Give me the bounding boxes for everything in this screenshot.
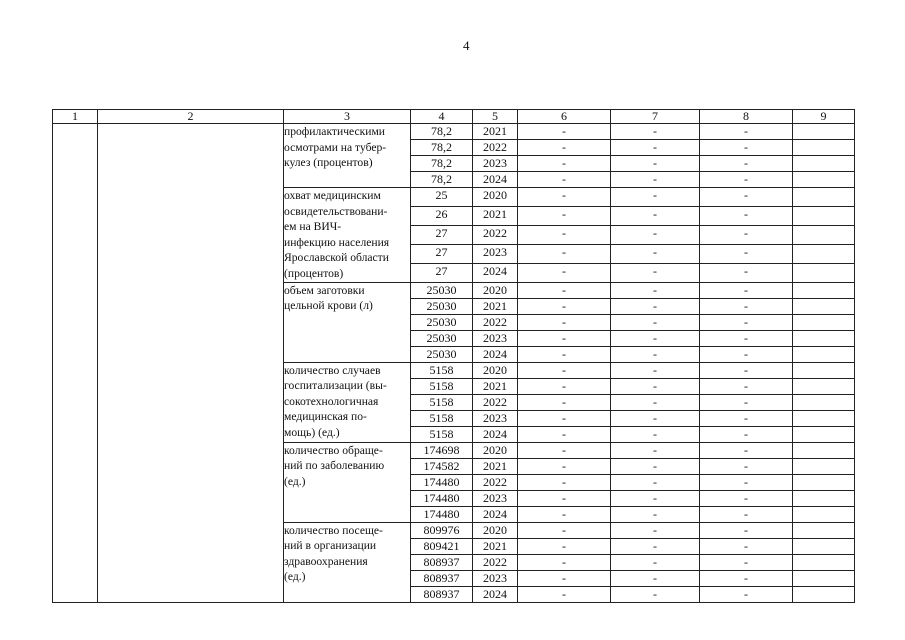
col9-cell <box>793 538 855 554</box>
col7-cell: - <box>611 263 700 282</box>
value-cell: 174698 <box>411 442 473 458</box>
year-cell: 2020 <box>473 188 518 207</box>
col6-cell: - <box>518 426 611 442</box>
value-cell: 174480 <box>411 474 473 490</box>
indicator-cell <box>284 522 411 602</box>
col8-cell: - <box>700 586 793 602</box>
col7-cell: - <box>611 570 700 586</box>
col9-cell <box>793 458 855 474</box>
col8-cell: - <box>700 225 793 244</box>
value-cell: 5158 <box>411 426 473 442</box>
col9-cell <box>793 570 855 586</box>
value-cell: 27 <box>411 225 473 244</box>
col8-cell: - <box>700 330 793 346</box>
value-cell: 27 <box>411 244 473 263</box>
indicator-line: охват медицинским <box>284 189 381 202</box>
value-cell: 78,2 <box>411 124 473 140</box>
col6-cell: - <box>518 244 611 263</box>
year-cell: 2022 <box>473 554 518 570</box>
col6-cell: - <box>518 124 611 140</box>
col7-cell: - <box>611 172 700 188</box>
col6-cell: - <box>518 458 611 474</box>
indicator-line: мощь) (ед.) <box>284 425 340 439</box>
header-cell: 4 <box>411 110 473 124</box>
indicator-line: (ед.) <box>284 474 306 488</box>
col7-cell: - <box>611 426 700 442</box>
col9-cell <box>793 474 855 490</box>
col9-cell <box>793 298 855 314</box>
col7-cell: - <box>611 225 700 244</box>
value-cell: 25030 <box>411 298 473 314</box>
year-cell: 2020 <box>473 282 518 298</box>
col8-cell: - <box>700 538 793 554</box>
header-cell: 7 <box>611 110 700 124</box>
value-cell: 808937 <box>411 554 473 570</box>
col6-cell: - <box>518 188 611 207</box>
col9-cell <box>793 206 855 225</box>
col7-cell: - <box>611 490 700 506</box>
value-cell: 26 <box>411 206 473 225</box>
column-2-cell <box>98 124 284 603</box>
col6-cell: - <box>518 522 611 538</box>
col6-cell: - <box>518 330 611 346</box>
year-cell: 2022 <box>473 474 518 490</box>
col8-cell: - <box>700 206 793 225</box>
header-cell: 5 <box>473 110 518 124</box>
value-cell: 25030 <box>411 314 473 330</box>
year-cell: 2023 <box>473 156 518 172</box>
col6-cell: - <box>518 362 611 378</box>
year-cell: 2023 <box>473 410 518 426</box>
value-cell: 5158 <box>411 378 473 394</box>
col7-cell: - <box>611 282 700 298</box>
indicator-line: осмотрами на тубер- <box>284 140 387 154</box>
col7-cell: - <box>611 346 700 362</box>
col8-cell: - <box>700 378 793 394</box>
col9-cell <box>793 156 855 172</box>
col8-cell: - <box>700 442 793 458</box>
col6-cell: - <box>518 394 611 410</box>
year-cell: 2024 <box>473 586 518 602</box>
col9-cell <box>793 394 855 410</box>
col9-cell <box>793 522 855 538</box>
col6-cell: - <box>518 282 611 298</box>
year-cell: 2023 <box>473 490 518 506</box>
year-cell: 2021 <box>473 298 518 314</box>
col9-cell <box>793 554 855 570</box>
col9-cell <box>793 330 855 346</box>
col9-cell <box>793 442 855 458</box>
col9-cell <box>793 225 855 244</box>
col9-cell <box>793 490 855 506</box>
col9-cell <box>793 244 855 263</box>
col7-cell: - <box>611 378 700 394</box>
col9-cell <box>793 172 855 188</box>
col8-cell: - <box>700 282 793 298</box>
col9-cell <box>793 506 855 522</box>
indicator-line: освидетельствовани- <box>284 204 388 218</box>
col6-cell: - <box>518 263 611 282</box>
year-cell: 2024 <box>473 426 518 442</box>
col7-cell: - <box>611 188 700 207</box>
col8-cell: - <box>700 263 793 282</box>
value-cell: 174582 <box>411 458 473 474</box>
col8-cell: - <box>700 426 793 442</box>
col6-cell: - <box>518 225 611 244</box>
indicator-line: количество обраще- <box>284 443 383 457</box>
indicator-line: ний по заболеванию <box>284 459 385 473</box>
year-cell: 2024 <box>473 346 518 362</box>
col7-cell: - <box>611 442 700 458</box>
col6-cell: - <box>518 410 611 426</box>
col7-cell: - <box>611 206 700 225</box>
col8-cell: - <box>700 522 793 538</box>
col9-cell <box>793 263 855 282</box>
col6-cell: - <box>518 570 611 586</box>
col8-cell: - <box>700 188 793 207</box>
col7-cell: - <box>611 554 700 570</box>
col7-cell: - <box>611 458 700 474</box>
year-cell: 2022 <box>473 140 518 156</box>
year-cell: 2021 <box>473 538 518 554</box>
indicator-line: количество посеще- <box>284 523 383 537</box>
year-cell: 2024 <box>473 506 518 522</box>
value-cell: 78,2 <box>411 172 473 188</box>
year-cell: 2022 <box>473 314 518 330</box>
header-row <box>53 110 855 124</box>
year-cell: 2020 <box>473 442 518 458</box>
indicator-line: госпитализации (вы- <box>284 379 387 393</box>
col7-cell: - <box>611 156 700 172</box>
year-cell: 2023 <box>473 244 518 263</box>
header-cell: 8 <box>700 110 793 124</box>
year-cell: 2020 <box>473 362 518 378</box>
col8-cell: - <box>700 506 793 522</box>
value-cell: 5158 <box>411 410 473 426</box>
col9-cell <box>793 426 855 442</box>
col9-cell <box>793 586 855 602</box>
col6-cell: - <box>518 314 611 330</box>
col6-cell: - <box>518 506 611 522</box>
indicator-line: ний в организации <box>284 539 377 553</box>
indicator-line: (ед.) <box>284 570 306 584</box>
col7-cell: - <box>611 140 700 156</box>
col8-cell: - <box>700 474 793 490</box>
col8-cell: - <box>700 490 793 506</box>
indicator-line: ем на ВИЧ- <box>284 220 342 234</box>
indicator-line: профилактическими <box>284 125 385 138</box>
col6-cell: - <box>518 172 611 188</box>
col8-cell: - <box>700 124 793 140</box>
value-cell: 809976 <box>411 522 473 538</box>
indicator-cell <box>284 282 411 362</box>
col8-cell: - <box>700 570 793 586</box>
indicator-cell <box>284 124 411 188</box>
col7-cell: - <box>611 330 700 346</box>
col6-cell: - <box>518 140 611 156</box>
header-cell: 9 <box>793 110 855 124</box>
year-cell: 2022 <box>473 394 518 410</box>
col8-cell: - <box>700 362 793 378</box>
col6-cell: - <box>518 554 611 570</box>
indicator-line: сокотехнологичная <box>284 394 379 408</box>
col9-cell <box>793 378 855 394</box>
year-cell: 2023 <box>473 330 518 346</box>
year-cell: 2022 <box>473 225 518 244</box>
col6-cell: - <box>518 298 611 314</box>
indicators-table <box>52 109 855 603</box>
value-cell: 78,2 <box>411 140 473 156</box>
col6-cell: - <box>518 474 611 490</box>
table-row <box>53 124 855 140</box>
col7-cell: - <box>611 124 700 140</box>
indicator-line: инфекцию населения <box>284 235 390 249</box>
col7-cell: - <box>611 394 700 410</box>
col7-cell: - <box>611 298 700 314</box>
col7-cell: - <box>611 362 700 378</box>
indicator-line: кулез (процентов) <box>284 156 373 170</box>
indicator-cell <box>284 188 411 283</box>
col6-cell: - <box>518 206 611 225</box>
col9-cell <box>793 410 855 426</box>
indicator-line: медицинская по- <box>284 410 367 424</box>
value-cell: 5158 <box>411 362 473 378</box>
col9-cell <box>793 314 855 330</box>
year-cell: 2020 <box>473 522 518 538</box>
header-cell: 1 <box>53 110 98 124</box>
col8-cell: - <box>700 394 793 410</box>
value-cell: 25 <box>411 188 473 207</box>
indicator-line: объем заготовки <box>284 283 365 297</box>
header-cell: 6 <box>518 110 611 124</box>
col8-cell: - <box>700 156 793 172</box>
col6-cell: - <box>518 490 611 506</box>
indicator-cell <box>284 442 411 522</box>
value-cell: 808937 <box>411 570 473 586</box>
col7-cell: - <box>611 538 700 554</box>
col7-cell: - <box>611 314 700 330</box>
col8-cell: - <box>700 314 793 330</box>
value-cell: 25030 <box>411 346 473 362</box>
value-cell: 25030 <box>411 282 473 298</box>
col7-cell: - <box>611 522 700 538</box>
indicator-cell <box>284 362 411 442</box>
year-cell: 2023 <box>473 570 518 586</box>
year-cell: 2021 <box>473 458 518 474</box>
value-cell: 27 <box>411 263 473 282</box>
value-cell: 5158 <box>411 394 473 410</box>
indicator-line: Ярославской области <box>284 251 389 265</box>
col7-cell: - <box>611 244 700 263</box>
col8-cell: - <box>700 244 793 263</box>
value-cell: 25030 <box>411 330 473 346</box>
col9-cell <box>793 362 855 378</box>
year-cell: 2024 <box>473 172 518 188</box>
indicator-line: (процентов) <box>284 266 344 280</box>
column-1-cell <box>53 124 98 603</box>
col6-cell: - <box>518 538 611 554</box>
col8-cell: - <box>700 346 793 362</box>
col9-cell <box>793 140 855 156</box>
col9-cell <box>793 124 855 140</box>
indicator-line: здравоохранения <box>284 554 368 568</box>
col7-cell: - <box>611 506 700 522</box>
year-cell: 2021 <box>473 124 518 140</box>
col8-cell: - <box>700 458 793 474</box>
col8-cell: - <box>700 554 793 570</box>
col6-cell: - <box>518 346 611 362</box>
value-cell: 808937 <box>411 586 473 602</box>
col8-cell: - <box>700 298 793 314</box>
header-cell: 2 <box>98 110 284 124</box>
col6-cell: - <box>518 378 611 394</box>
col7-cell: - <box>611 474 700 490</box>
header-cell: 3 <box>284 110 411 124</box>
col8-cell: - <box>700 140 793 156</box>
col6-cell: - <box>518 586 611 602</box>
col8-cell: - <box>700 172 793 188</box>
col8-cell: - <box>700 410 793 426</box>
col7-cell: - <box>611 410 700 426</box>
col6-cell: - <box>518 156 611 172</box>
col7-cell: - <box>611 586 700 602</box>
year-cell: 2021 <box>473 206 518 225</box>
col6-cell: - <box>518 442 611 458</box>
indicator-line: цельной крови (л) <box>284 299 373 313</box>
col9-cell <box>793 188 855 207</box>
col9-cell <box>793 346 855 362</box>
col9-cell <box>793 282 855 298</box>
value-cell: 809421 <box>411 538 473 554</box>
value-cell: 174480 <box>411 490 473 506</box>
indicator-line: количество случаев <box>284 363 381 377</box>
year-cell: 2024 <box>473 263 518 282</box>
value-cell: 78,2 <box>411 156 473 172</box>
value-cell: 174480 <box>411 506 473 522</box>
year-cell: 2021 <box>473 378 518 394</box>
page-number: 4 <box>463 38 470 53</box>
